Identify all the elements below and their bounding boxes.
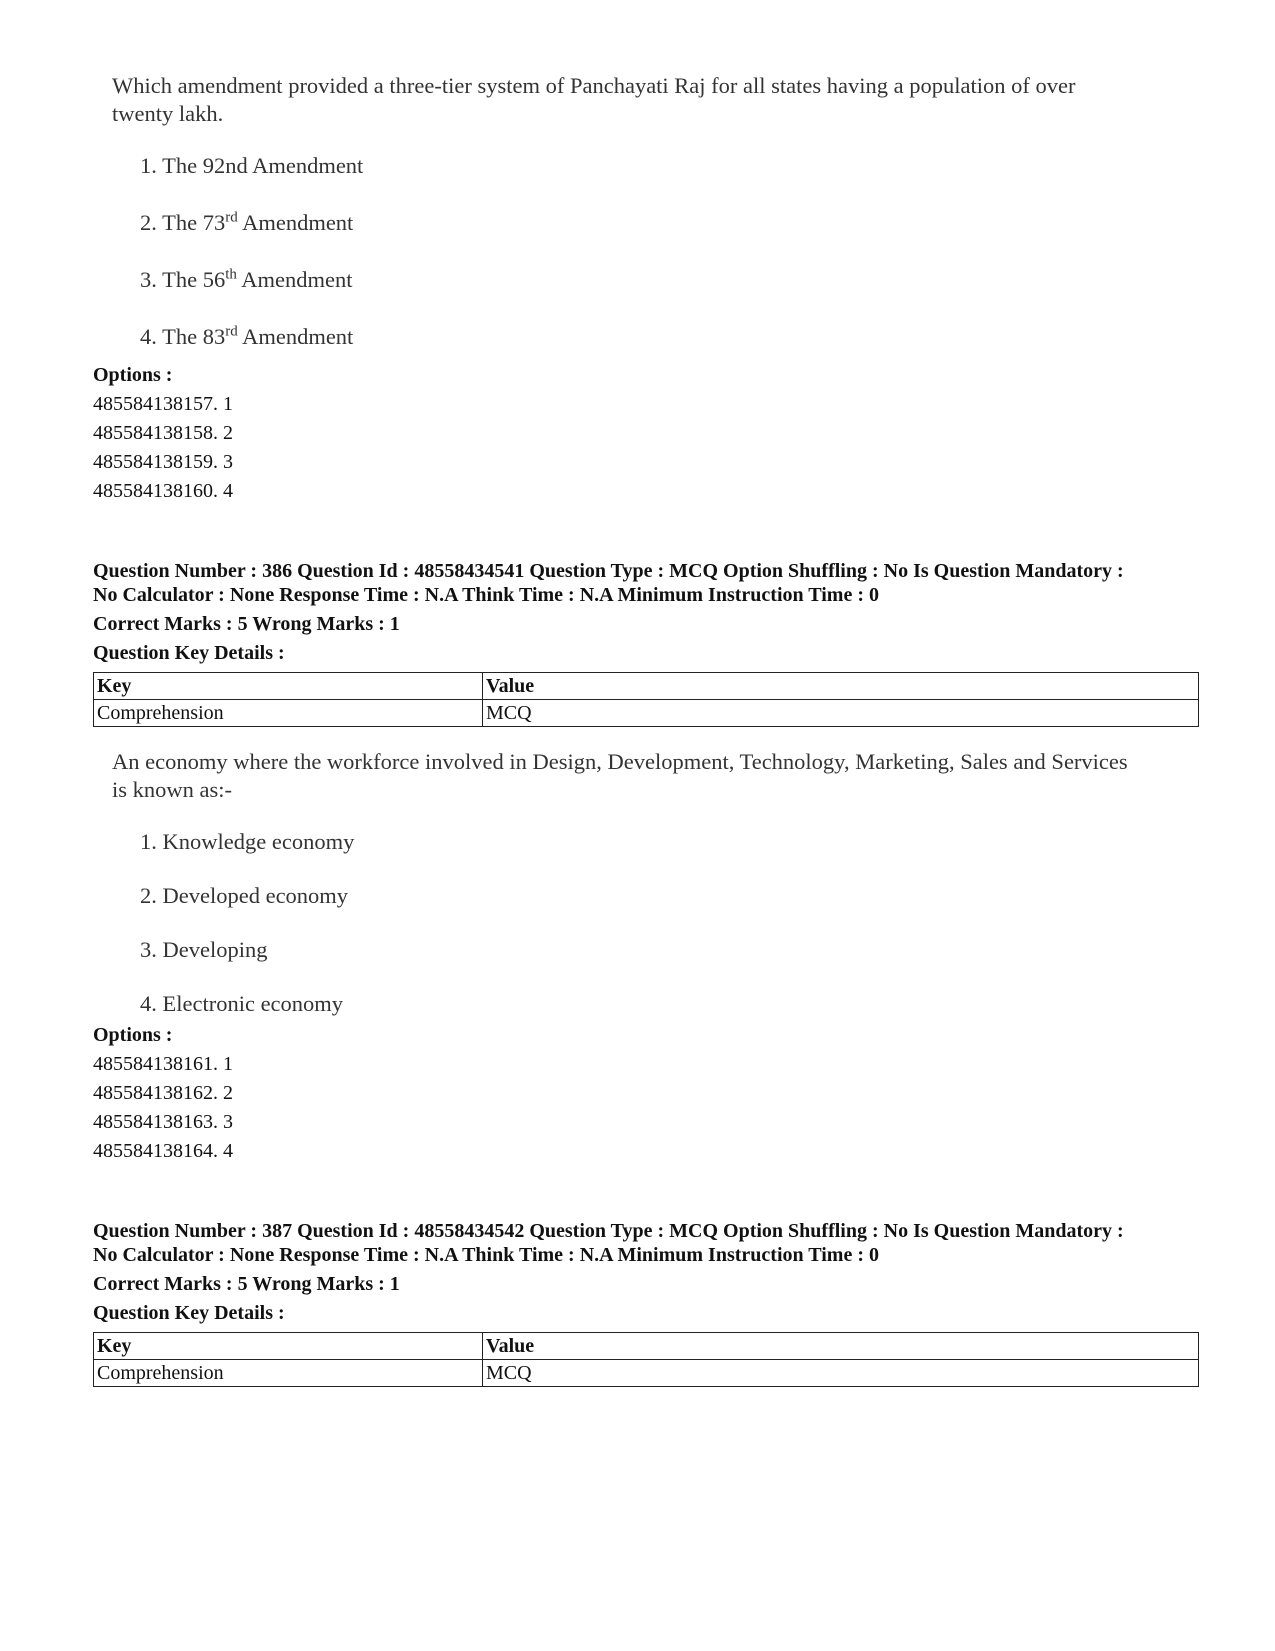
table-header-value: Value <box>483 673 1199 700</box>
table-cell-key: Comprehension <box>94 700 483 727</box>
option-id: 485584138164 <box>93 1140 213 1162</box>
choice-item <box>140 882 1132 910</box>
option-id: 485584138161 <box>93 1053 213 1075</box>
choice-item <box>140 152 1132 180</box>
options-label: Options : <box>93 1024 173 1046</box>
table-cell-value: MCQ <box>483 700 1199 727</box>
option-value: 3 <box>223 1111 233 1133</box>
marks-line: Correct Marks : 5 Wrong Marks : 1 <box>93 1273 400 1295</box>
option-value: 3 <box>223 451 233 473</box>
option-id: 485584138160 <box>93 480 213 502</box>
meta-line-2: No Calculator : None Response Time : N.A Think Time : N.A Minimum Instruction Time : 0 <box>93 1244 879 1266</box>
table-header-key: Key <box>94 673 483 700</box>
choice-item <box>140 266 1132 294</box>
table-row <box>94 1360 1199 1387</box>
choice-text: Electronic economy <box>162 991 344 1016</box>
choice-list <box>112 828 1132 1018</box>
choice-superscript: rd <box>225 323 238 340</box>
options-block-385 <box>93 361 233 506</box>
choice-superscript: rd <box>225 209 238 226</box>
choice-text: The 73 <box>162 210 226 235</box>
choice-item <box>140 209 1132 237</box>
option-value: 4 <box>223 480 233 502</box>
question-386-meta <box>93 559 1203 665</box>
marks-line: Correct Marks : 5 Wrong Marks : 1 <box>93 613 400 635</box>
choice-text-suffix: Amendment <box>237 324 354 349</box>
key-details-label: Question Key Details : <box>93 1302 285 1324</box>
choice-number: 3. <box>140 937 157 962</box>
option-value: 1 <box>223 393 233 415</box>
meta-line-2: No Calculator : None Response Time : N.A Think Time : N.A Minimum Instruction Time : 0 <box>93 584 879 606</box>
choice-text-suffix: Amendment <box>237 210 354 235</box>
option-id: 485584138158 <box>93 422 213 444</box>
table-header-value: Value <box>483 1333 1199 1360</box>
choice-number: 1. <box>140 829 157 854</box>
option-row: 485584138164. 4 <box>93 1140 233 1162</box>
key-details-table-387 <box>93 1332 1199 1387</box>
choice-text: The 56 <box>162 267 226 292</box>
choice-item <box>140 323 1132 351</box>
choice-item <box>140 990 1132 1018</box>
table-header-row <box>94 673 1199 700</box>
choice-text: The 83 <box>162 324 226 349</box>
option-row: 485584138160. 4 <box>93 480 233 502</box>
key-details-table-386 <box>93 672 1199 727</box>
choice-number: 1. <box>140 153 157 178</box>
choice-superscript: th <box>225 266 237 283</box>
choice-item <box>140 828 1132 856</box>
option-row: 485584138163. 3 <box>93 1111 233 1133</box>
question-stem: An economy where the workforce involved in Design, Development, Technology, Marketing, Sales and Services is known as:- <box>112 749 1128 802</box>
option-row: 485584138157. 1 <box>93 393 233 415</box>
choice-text: Developed economy <box>162 883 349 908</box>
option-id: 485584138159 <box>93 451 213 473</box>
option-id: 485584138157 <box>93 393 213 415</box>
options-label: Options : <box>93 364 173 386</box>
meta-line-1: Question Number : 387 Question Id : 48558434542 Question Type : MCQ Option Shuffling : No Is Question Mandatory : <box>93 1220 1124 1242</box>
question-386-image <box>112 748 1132 1018</box>
table-header-key: Key <box>94 1333 483 1360</box>
option-value: 2 <box>223 1082 233 1104</box>
choice-number: 4. <box>140 991 157 1016</box>
key-details-label: Question Key Details : <box>93 642 285 664</box>
options-block-386 <box>93 1021 233 1166</box>
choice-list <box>112 152 1132 351</box>
choice-number: 2. <box>140 883 157 908</box>
choice-text-suffix: Amendment <box>236 267 353 292</box>
option-row: 485584138162. 2 <box>93 1082 233 1104</box>
question-stem: Which amendment provided a three-tier system of Panchayati Raj for all states having a population of over twenty lakh. <box>112 73 1076 126</box>
choice-number: 2. <box>140 210 157 235</box>
meta-line-1: Question Number : 386 Question Id : 48558434541 Question Type : MCQ Option Shuffling : No Is Question Mandatory : <box>93 560 1124 582</box>
question-385-image <box>112 72 1132 351</box>
table-row <box>94 700 1199 727</box>
option-id: 485584138163 <box>93 1111 213 1133</box>
option-row: 485584138158. 2 <box>93 422 233 444</box>
option-value: 4 <box>223 1140 233 1162</box>
choice-number: 3. <box>140 267 157 292</box>
table-cell-key: Comprehension <box>94 1360 483 1387</box>
table-cell-value: MCQ <box>483 1360 1199 1387</box>
choice-text: The 92nd Amendment <box>162 153 364 178</box>
question-387-meta <box>93 1219 1203 1325</box>
option-value: 2 <box>223 422 233 444</box>
choice-text: Developing <box>162 937 268 962</box>
table-header-row <box>94 1333 1199 1360</box>
choice-number: 4. <box>140 324 157 349</box>
option-id: 485584138162 <box>93 1082 213 1104</box>
option-row: 485584138161. 1 <box>93 1053 233 1075</box>
choice-item <box>140 936 1132 964</box>
option-row: 485584138159. 3 <box>93 451 233 473</box>
option-value: 1 <box>223 1053 233 1075</box>
choice-text: Knowledge economy <box>162 829 355 854</box>
